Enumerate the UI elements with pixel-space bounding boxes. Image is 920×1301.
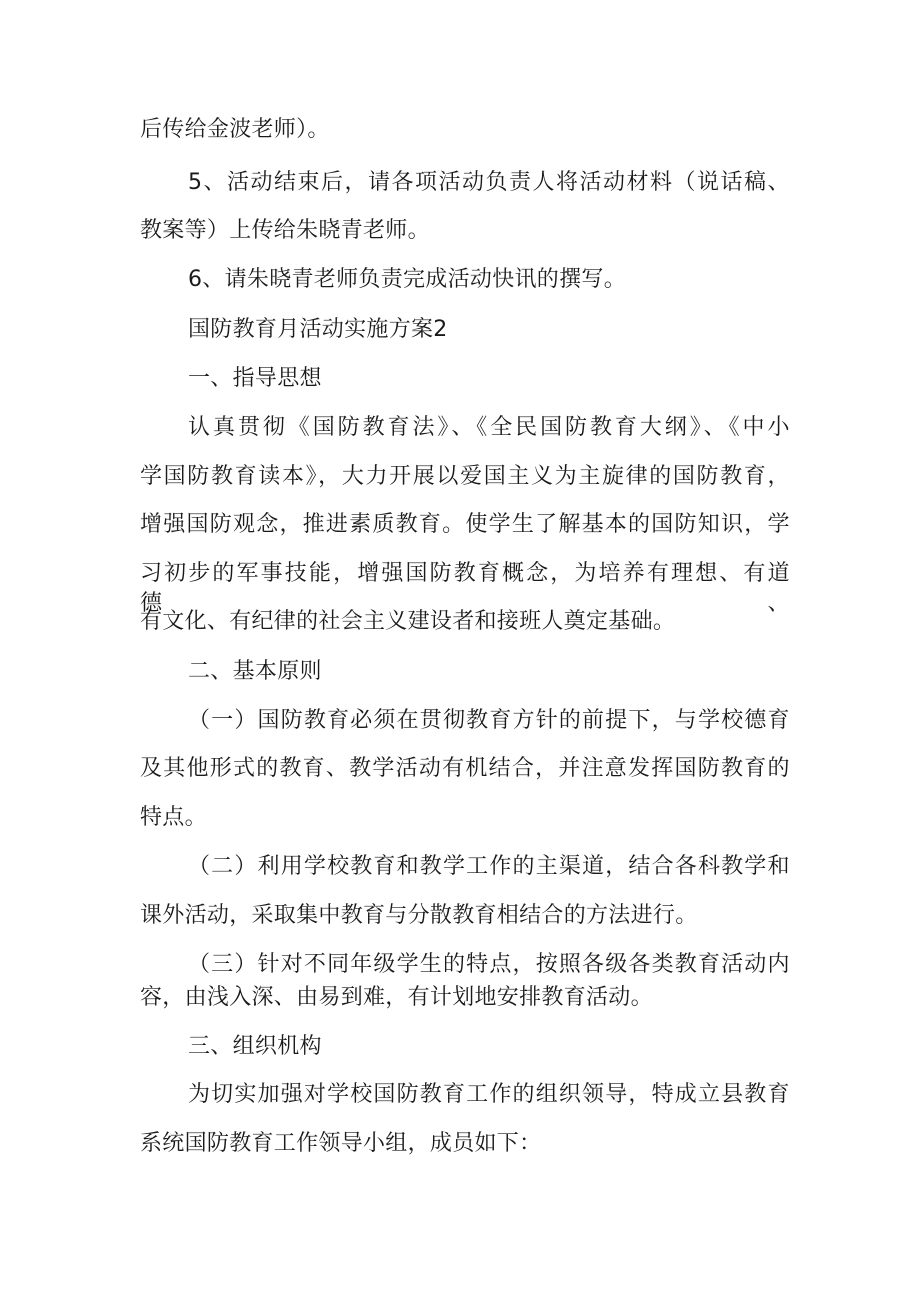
- text-line-11: 有文化、有纪律的社会主义建设者和接班人奠定基础。: [140, 609, 676, 634]
- text-line-7: 认真贯彻《国防教育法》、《全民国防教育大纲》、《中小: [188, 415, 790, 440]
- heading-guiding-ideology: 一、指导思想: [188, 366, 322, 391]
- text-line-1: 后传给金波老师）。: [140, 117, 330, 142]
- heading-organization: 三、组织机构: [188, 1034, 322, 1059]
- text-line-16: （二）利用学校教育和教学工作的主渠道，结合各科教学和: [188, 854, 790, 879]
- text-line-22: 系统国防教育工作领导小组，成员如下：: [140, 1131, 542, 1156]
- text-line-19: 容，由浅入深、由易到难，有计划地安排教育活动。: [140, 985, 653, 1010]
- heading-basic-principles: 二、基本原则: [188, 659, 322, 684]
- text-line-14: 及其他形式的教育、教学活动有机结合，并注意发挥国防教育的: [140, 756, 790, 781]
- section-title: 国防教育月活动实施方案2: [188, 317, 448, 342]
- text-line-18: （三）针对不同年级学生的特点，按照各级各类教育活动内: [188, 952, 790, 977]
- text-line-4: 6、请朱晓青老师负责完成活动快讯的撰写。: [188, 267, 626, 292]
- text-line-2: 5、活动结束后，请各项活动负责人将活动材料（说话稿、: [188, 170, 790, 195]
- text-line-3: 教案等）上传给朱晓青老师。: [140, 218, 430, 243]
- text-line-21: 为切实加强对学校国防教育工作的组织领导，特成立县教育: [188, 1082, 790, 1107]
- text-line-17: 课外活动，采取集中教育与分散教育相结合的方法进行。: [140, 903, 698, 928]
- text-line-13: （一）国防教育必须在贯彻教育方针的前提下，与学校德育: [188, 708, 790, 733]
- text-line-15: 特点。: [140, 805, 207, 830]
- text-line-9: 增强国防观念，推进素质教育。使学生了解基本的国防知识，学: [140, 512, 790, 537]
- text-line-10: 习初步的军事技能，增强国防教育概念，为培养有理想、有道德、: [140, 561, 790, 616]
- text-line-8: 学国防教育读本》，大力开展以爱国主义为主旋律的国防教育，: [140, 464, 790, 489]
